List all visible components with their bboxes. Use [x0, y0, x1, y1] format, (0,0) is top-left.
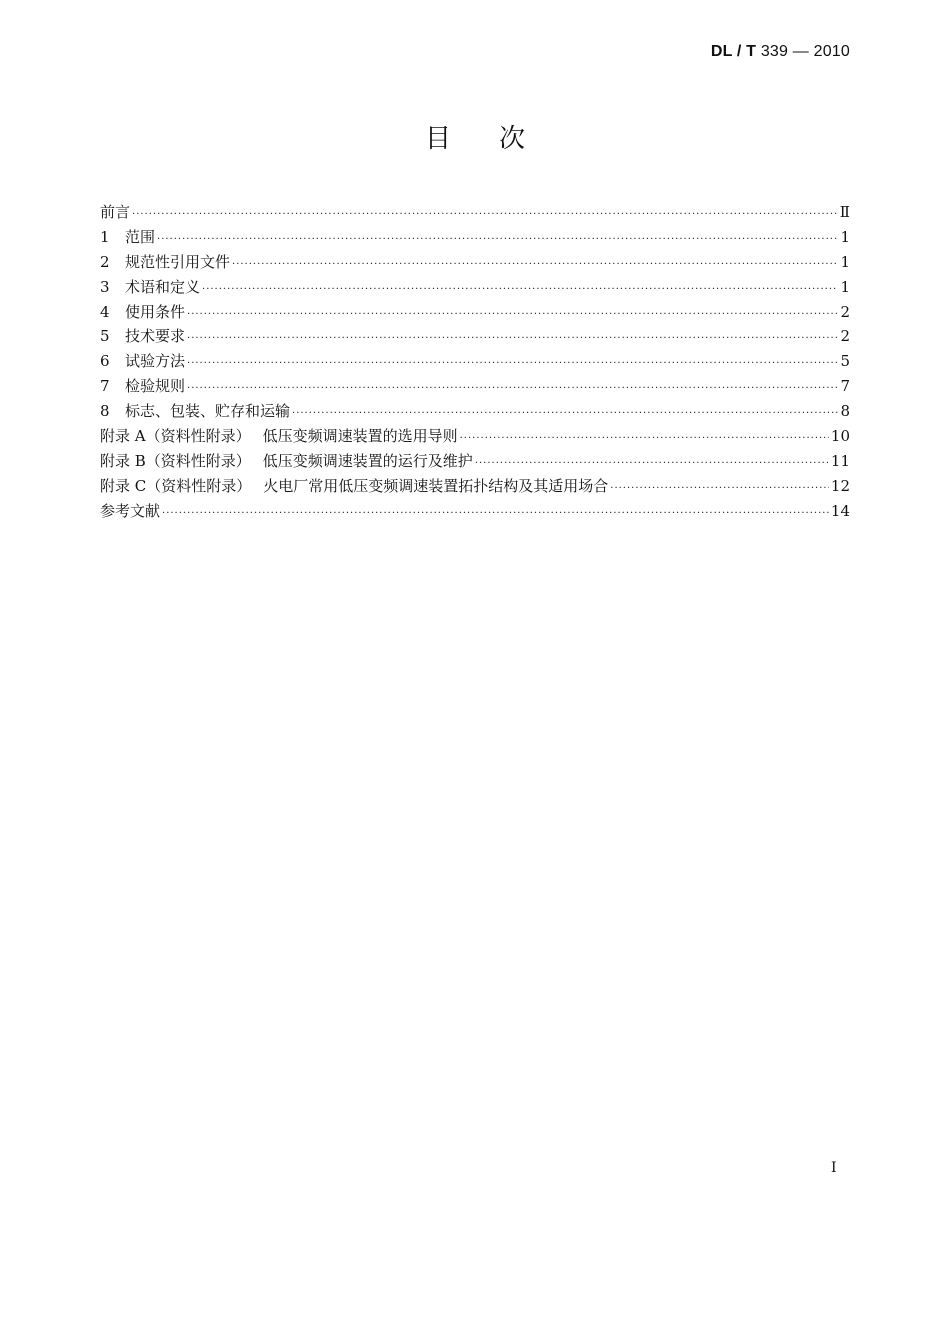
- table-of-contents: [100, 200, 850, 524]
- document-code-number: 339 — 2010: [756, 43, 850, 60]
- toc-entry-page: 2: [840, 302, 850, 321]
- toc-annex-title: 低压变频调速装置的选用导则: [262, 427, 458, 446]
- toc-leader-dots: [232, 253, 838, 278]
- toc-entry-label: 前言: [100, 203, 131, 221]
- toc-entry-label: 技术要求: [125, 327, 186, 346]
- toc-leader-dots: [157, 228, 838, 253]
- toc-entry-label: [100, 449, 473, 474]
- toc-leader-dots: [202, 278, 838, 303]
- toc-entry-normative-references[interactable]: [100, 250, 850, 275]
- toc-annex-designation: 附录 A（资料性附录）: [100, 427, 251, 446]
- toc-annex-designation: 附录 B（资料性附录）: [100, 451, 251, 470]
- toc-leader-dots: [460, 427, 829, 452]
- toc-entry-annex-a[interactable]: [100, 424, 850, 449]
- toc-entry-annex-c[interactable]: [100, 474, 850, 499]
- toc-entry-label: 标志、包装、贮存和运输: [125, 402, 291, 421]
- toc-annex-title: 火电厂常用低压变频调速装置拓扑结构及其适用场合: [263, 476, 609, 495]
- toc-entry-label: 使用条件: [125, 302, 186, 321]
- toc-entry-label: [100, 424, 458, 449]
- toc-entry-bibliography[interactable]: [100, 499, 850, 524]
- toc-entry-number: 3: [100, 277, 110, 296]
- toc-entry-scope[interactable]: [100, 225, 850, 250]
- toc-entry-technical-requirements[interactable]: [100, 324, 850, 349]
- toc-entry-number: 1: [100, 227, 110, 246]
- toc-leader-dots: [162, 502, 829, 527]
- toc-entry-terms-definitions[interactable]: [100, 275, 850, 300]
- toc-entry-page: 1: [840, 227, 850, 246]
- toc-entry-test-methods[interactable]: [100, 349, 850, 374]
- toc-entry-label: 术语和定义: [125, 277, 201, 296]
- toc-entry-number: 7: [100, 377, 110, 396]
- page-number: Ⅰ: [831, 1160, 837, 1176]
- toc-entry-page: Ⅱ: [839, 203, 850, 221]
- toc-entry-service-conditions[interactable]: [100, 300, 850, 325]
- document-code: [711, 43, 850, 61]
- toc-entry-label: 范围: [125, 227, 156, 246]
- toc-title: 目次: [424, 124, 573, 154]
- toc-leader-dots: [187, 352, 838, 377]
- toc-entry-inspection-rules[interactable]: [100, 374, 850, 399]
- toc-entry-number: 2: [100, 252, 110, 271]
- toc-entry-page: 12: [830, 476, 850, 495]
- toc-entry-page: 1: [840, 252, 850, 271]
- toc-entry-label: 参考文献: [100, 501, 161, 520]
- toc-entry-page: 7: [840, 377, 850, 396]
- toc-entry-page: 1: [840, 277, 850, 296]
- toc-entry-number: 6: [100, 352, 110, 371]
- toc-annex-designation: 附录 C（资料性附录）: [100, 476, 252, 495]
- toc-entry-page: 11: [830, 451, 850, 470]
- toc-annex-title: 低压变频调速装置的运行及维护: [262, 451, 473, 470]
- toc-entry-label: [100, 474, 608, 499]
- toc-entry-label: 规范性引用文件: [125, 252, 231, 271]
- toc-leader-dots: [187, 327, 838, 352]
- toc-entry-page: 5: [840, 352, 850, 371]
- toc-entry-marking-packaging[interactable]: [100, 399, 850, 424]
- toc-entry-page: 2: [840, 327, 850, 346]
- toc-entry-annex-b[interactable]: [100, 449, 850, 474]
- toc-entry-number: 5: [100, 327, 110, 346]
- toc-entry-page: 14: [830, 501, 850, 520]
- toc-entry-label: 试验方法: [125, 352, 186, 371]
- toc-entry-page: 8: [840, 402, 850, 421]
- toc-leader-dots: [610, 477, 829, 502]
- document-code-prefix: DL / T: [710, 43, 757, 60]
- toc-leader-dots: [132, 203, 838, 228]
- toc-leader-dots: [187, 303, 838, 328]
- toc-entry-foreword[interactable]: [100, 200, 850, 225]
- toc-entry-number: 4: [100, 302, 110, 321]
- toc-entry-page: 10: [830, 427, 850, 446]
- toc-entry-label: 检验规则: [125, 377, 186, 396]
- toc-entry-number: 8: [100, 402, 110, 421]
